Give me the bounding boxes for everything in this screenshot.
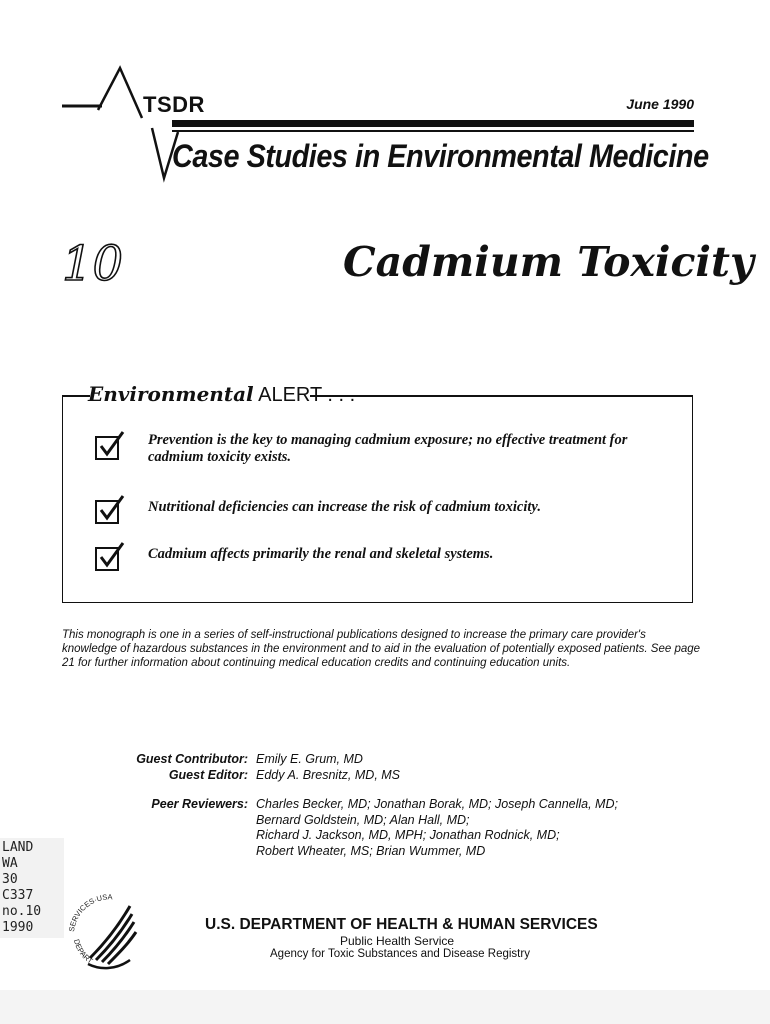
reviewer-line: Charles Becker, MD; Jonathan Borak, MD; Joseph Cannella, MD; — [256, 797, 618, 811]
alert-box-top-left — [62, 395, 90, 397]
checkbox-icon — [95, 547, 119, 571]
call-number-line: no.10 — [2, 904, 42, 919]
alert-heading — [88, 382, 355, 407]
checkbox-icon — [95, 500, 119, 524]
seal-text-top: SERVICES·USA — [67, 892, 113, 933]
issue-number: 10 — [62, 236, 124, 292]
call-number-line: 30 — [2, 872, 18, 887]
intro-paragraph: This monograph is one in a series of self-instructional publications designed to increase the primary care provider's knowledge of hazardous substances in the environment and to aid in the evaluation of potentially exposed patients. See page 21 for further information about continuing medical education credits and continuing education units. — [62, 629, 701, 669]
service-name: Public Health Service — [340, 934, 455, 948]
series-title: Case Studies in Environmental Medicine — [172, 138, 709, 174]
call-number-line: LAND — [2, 840, 34, 855]
reviewers-list — [256, 797, 676, 859]
seal-text-bottom: DEPART — [71, 938, 95, 966]
reviewer-line: Bernard Goldstein, MD; Alan Hall, MD; — [256, 812, 470, 827]
editor-label: Guest Editor: — [168, 768, 248, 782]
department-name: U.S. DEPARTMENT OF HEALTH & HUMAN SERVICES — [205, 916, 598, 933]
reviewers-label: Peer Reviewers: — [151, 797, 248, 811]
header-rule-thin — [172, 130, 694, 132]
alert-heading-text: ALERT . . . — [253, 384, 356, 406]
alert-item-1: Prevention is the key to managing cadmium exposure; no effective treatment for cadmium toxicity exists. — [148, 432, 628, 465]
alert-item-3: Cadmium affects primarily the renal and skeletal systems. — [148, 546, 494, 562]
call-number-line: C337 — [2, 888, 34, 903]
agency-name: TSDR — [143, 92, 205, 117]
call-number-line: WA — [2, 856, 18, 871]
publication-date: June 1990 — [626, 96, 694, 112]
agency-full-name: Agency for Toxic Substances and Disease Registry — [270, 948, 530, 960]
hhs-seal-icon — [60, 880, 156, 980]
header-rule — [172, 120, 694, 127]
reviewer-line: Robert Wheater, MS; Brian Wummer, MD — [256, 843, 486, 858]
svg-text:SERVICES·USA — [67, 892, 113, 932]
reviewer-line: Richard J. Jackson, MD, MPH; Jonathan Rodnick, MD; — [256, 828, 560, 842]
alert-heading-script: Environmental — [88, 382, 254, 406]
alert-box-top-right — [310, 395, 693, 397]
page-bottom-margin — [0, 990, 770, 1024]
contributor-label: Guest Contributor: — [136, 752, 248, 766]
contributor-name: Emily E. Grum, MD — [256, 752, 363, 766]
document-title: Cadmium Toxicity — [343, 238, 754, 286]
library-call-number — [0, 838, 64, 938]
editor-name: Eddy A. Bresnitz, MD, MS — [256, 768, 401, 782]
checkbox-icon — [95, 436, 119, 460]
call-number-line: 1990 — [2, 920, 34, 935]
alert-item-2: Nutritional deficiencies can increase the risk of cadmium toxicity. — [148, 499, 541, 515]
svg-text:DEPART — [72, 938, 95, 966]
